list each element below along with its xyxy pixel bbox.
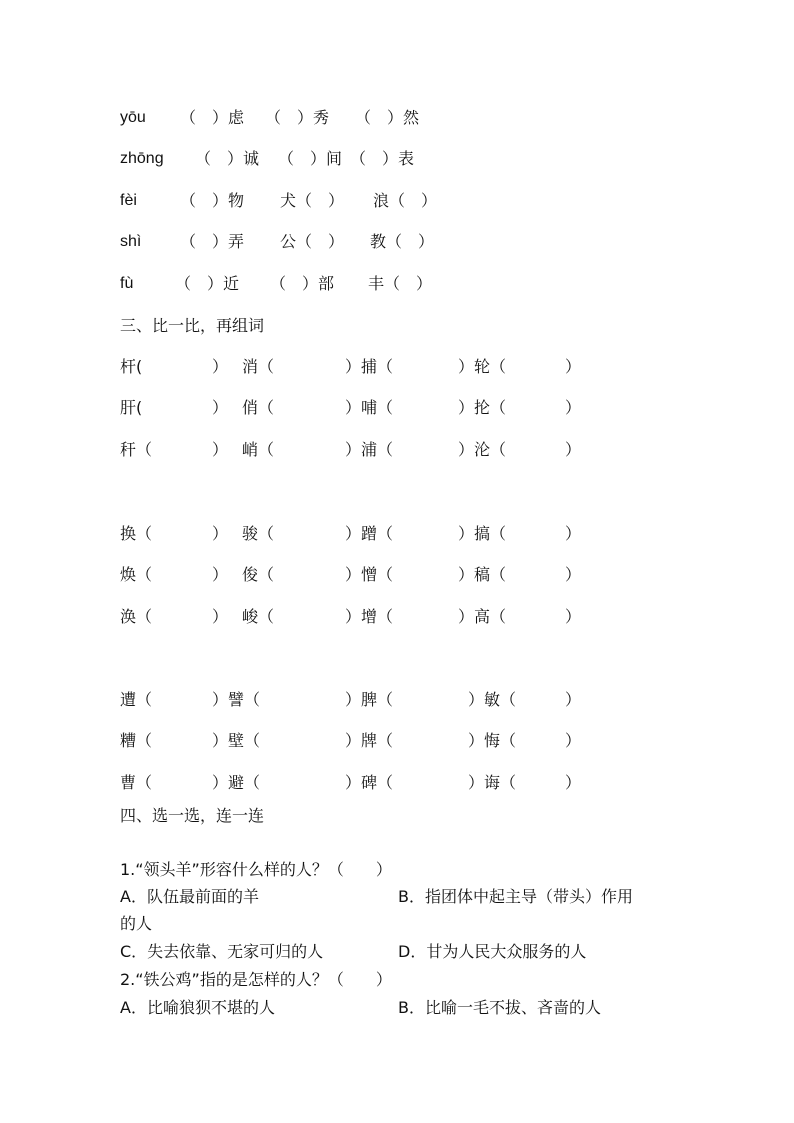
char-cell: ）搞（	[458, 524, 507, 543]
compare-row	[0, 436, 794, 464]
compare-row	[0, 769, 794, 797]
compare-row	[0, 520, 794, 548]
char-cell: ）避（	[212, 773, 261, 792]
question-text: 2.“铁公鸡”指的是怎样的人？（ ）	[120, 970, 392, 989]
char-cell: ）哺（	[345, 398, 394, 417]
char-cell: 换（	[120, 524, 153, 543]
char-cell: 杆(	[120, 357, 143, 376]
option-b-continued: 的人	[120, 914, 153, 933]
word-blank: 犬（ ）	[280, 191, 345, 210]
char-cell: 遭（	[120, 690, 153, 709]
char-cell: ）诲（	[468, 773, 517, 792]
char-cell: ）	[565, 398, 582, 417]
char-cell: ）	[212, 357, 229, 376]
word-blank: （ ）表	[350, 149, 415, 168]
char-cell: ）沦（	[458, 440, 507, 459]
char-cell: ）蹭（	[345, 524, 394, 543]
pinyin: fèi	[120, 192, 137, 209]
pinyin: shì	[120, 233, 142, 250]
char-cell: ）	[565, 731, 582, 750]
compare-row	[0, 561, 794, 589]
word-blank: （ ）物	[180, 191, 245, 210]
pinyin-row	[0, 270, 794, 298]
word-blank: （ ）部	[270, 274, 335, 293]
char-cell: ）高（	[458, 607, 507, 626]
word-blank: （ ）弄	[180, 232, 245, 251]
char-cell: ）	[565, 524, 582, 543]
word-blank: 公（ ）	[280, 232, 345, 251]
char-cell: 俏（	[242, 398, 275, 417]
char-cell: ）碑（	[345, 773, 394, 792]
pinyin: zhōng	[120, 150, 164, 167]
word-blank: （ ）然	[355, 108, 420, 127]
option-a: A．队伍最前面的羊	[120, 887, 259, 906]
char-cell: ）譬（	[212, 690, 261, 709]
char-cell: ）	[212, 440, 229, 459]
compare-row	[0, 353, 794, 381]
char-cell: 肝(	[120, 398, 143, 417]
char-cell: ）	[212, 398, 229, 417]
char-cell: 焕（	[120, 565, 153, 584]
char-cell: ）	[565, 773, 582, 792]
word-blank: （ ）诚	[195, 149, 260, 168]
pinyin: yōu	[120, 109, 146, 126]
char-cell: ）稿（	[458, 565, 507, 584]
word-blank: 丰（ ）	[368, 274, 433, 293]
char-cell: 骏（	[242, 524, 275, 543]
word-blank: （ ）秀	[265, 108, 330, 127]
char-cell: 秆（	[120, 440, 153, 459]
char-cell: 曹（	[120, 773, 153, 792]
char-cell: ）	[212, 524, 229, 543]
char-cell: ）	[212, 565, 229, 584]
char-cell: ）抡（	[458, 398, 507, 417]
char-cell: 峭（	[242, 440, 275, 459]
char-cell: ）	[565, 690, 582, 709]
char-cell: ）脾（	[345, 690, 394, 709]
char-cell: ）壁（	[212, 731, 261, 750]
char-cell: ）牌（	[345, 731, 394, 750]
compare-row	[0, 727, 794, 755]
char-cell: ）捕（	[345, 357, 394, 376]
char-cell: 俊（	[242, 565, 275, 584]
word-blank: （ ）虑	[180, 108, 245, 127]
word-blank: （ ）间	[278, 149, 343, 168]
option-d: D．甘为人民大众服务的人	[398, 942, 587, 961]
question-text: 1.“领头羊”形容什么样的人？（ ）	[120, 860, 392, 879]
char-cell: ）增（	[345, 607, 394, 626]
char-cell: 糟（	[120, 731, 153, 750]
option-b: B．比喻一毛不拔、吝啬的人	[398, 998, 601, 1017]
word-blank: 浪（ ）	[373, 191, 438, 210]
char-cell: ）轮（	[458, 357, 507, 376]
char-cell: ）	[565, 607, 582, 626]
pinyin-row	[0, 228, 794, 256]
option-b: B．指团体中起主导（带头）作用	[398, 887, 633, 906]
compare-row	[0, 394, 794, 422]
char-cell: ）憎（	[345, 565, 394, 584]
char-cell: ）悔（	[468, 731, 517, 750]
pinyin: fù	[120, 275, 134, 292]
word-blank: （ ）近	[175, 274, 240, 293]
char-cell: ）浦（	[345, 440, 394, 459]
section-title: 四、选一选，连一连	[120, 806, 265, 825]
char-cell: ）	[565, 357, 582, 376]
char-cell: 涣（	[120, 607, 153, 626]
char-cell: ）敏（	[468, 690, 517, 709]
compare-row	[0, 603, 794, 631]
pinyin-row	[0, 104, 794, 132]
char-cell: ）	[565, 565, 582, 584]
char-cell: ）	[565, 440, 582, 459]
option-a: A．比喻狼狈不堪的人	[120, 998, 275, 1017]
char-cell: 消（	[242, 357, 275, 376]
pinyin-row	[0, 187, 794, 215]
word-blank: 教（ ）	[370, 232, 435, 251]
char-cell: ）	[212, 607, 229, 626]
char-cell: 峻（	[242, 607, 275, 626]
pinyin-row	[0, 145, 794, 173]
compare-row	[0, 686, 794, 714]
option-c: C．失去依靠、无家可归的人	[120, 942, 324, 961]
section-title: 三、比一比，再组词	[120, 316, 265, 335]
